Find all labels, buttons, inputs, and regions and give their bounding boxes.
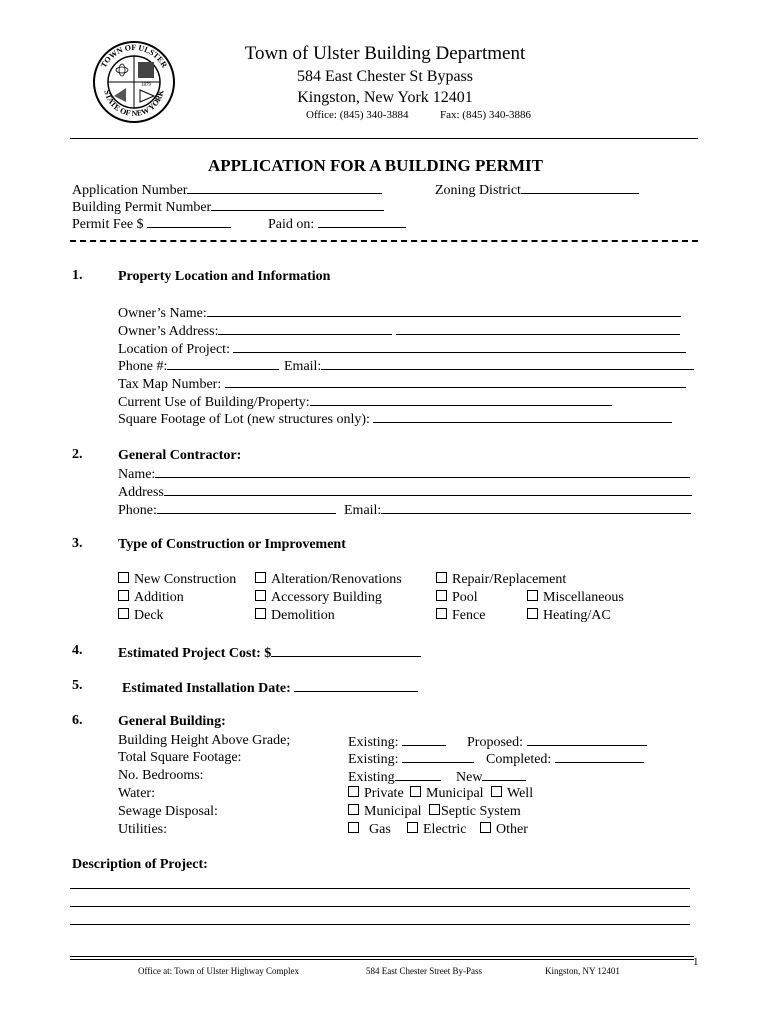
checkbox[interactable]: [255, 608, 266, 619]
project-cost-label: Estimated Project Cost: $: [118, 646, 272, 661]
contractor-address-label: Address: [118, 485, 164, 500]
checkbox[interactable]: [255, 572, 266, 583]
sewage-septic-option[interactable]: [429, 803, 521, 820]
owner-address-field-2[interactable]: [396, 321, 680, 335]
option-label: Electric: [423, 822, 467, 837]
option-label: Septic System: [441, 804, 521, 819]
option-misc[interactable]: [527, 589, 624, 606]
location-label: Location of Project:: [118, 342, 230, 357]
sewage-municipal-option[interactable]: [348, 803, 422, 820]
building-permit-number-field[interactable]: [211, 197, 384, 211]
description-line-1[interactable]: [70, 888, 690, 889]
checkbox[interactable]: [429, 804, 440, 815]
section-3-number: 3.: [72, 536, 83, 551]
section-1-title: Property Location and Information: [118, 269, 331, 284]
checkbox[interactable]: [348, 822, 359, 833]
zoning-district-label: Zoning District: [435, 183, 521, 198]
option-label: Alteration/Renovations: [271, 572, 402, 587]
option-addition[interactable]: [118, 589, 184, 606]
owner-address-field-1[interactable]: [218, 321, 392, 335]
checkbox[interactable]: [436, 608, 447, 619]
contractor-email-field[interactable]: [381, 500, 691, 514]
option-new-construction[interactable]: [118, 571, 236, 588]
owner-name-field[interactable]: [207, 303, 681, 317]
office-phone: Office: (845) 340-3884: [306, 109, 409, 121]
bedrooms-existing-field[interactable]: [395, 767, 441, 781]
checkbox[interactable]: [255, 590, 266, 601]
email-field[interactable]: [321, 356, 694, 370]
footer-city: Kingston, NY 12401: [545, 966, 620, 976]
checkbox[interactable]: [436, 590, 447, 601]
paid-on-field[interactable]: [318, 214, 406, 228]
option-label: New Construction: [134, 572, 237, 587]
contractor-address-field[interactable]: [164, 482, 692, 496]
project-cost-field[interactable]: [271, 643, 421, 657]
section-2-number: 2.: [72, 447, 83, 462]
seal-top-text: TOWN OF ULSTER: [98, 42, 170, 70]
zoning-district-field[interactable]: [521, 180, 639, 194]
checkbox[interactable]: [480, 822, 491, 833]
checkbox[interactable]: [118, 608, 129, 619]
phone-field[interactable]: [167, 356, 279, 370]
checkbox[interactable]: [527, 608, 538, 619]
section-4-number: 4.: [72, 643, 83, 658]
department-address-2: Kingston, New York 12401: [297, 89, 473, 106]
checkbox[interactable]: [118, 590, 129, 601]
footer-office: Office at: Town of Ulster Highway Complex: [138, 966, 300, 976]
description-line-2[interactable]: [70, 906, 690, 907]
permit-fee-label: Permit Fee $: [72, 217, 144, 232]
option-fence[interactable]: [436, 607, 485, 624]
location-field[interactable]: [233, 339, 686, 353]
seal-year: 1879: [141, 83, 151, 88]
description-label: Description of Project:: [72, 857, 208, 872]
option-label: Private: [364, 786, 404, 801]
checkbox[interactable]: [491, 786, 502, 797]
sqft-existing-label: Existing:: [348, 752, 399, 767]
height-proposed-label: Proposed:: [467, 735, 523, 750]
application-number-label: Application Number: [72, 183, 188, 198]
footer-rule-2: [70, 959, 694, 960]
option-alteration[interactable]: [255, 571, 402, 588]
department-address-1: 584 East Chester St Bypass: [297, 68, 473, 85]
contractor-name-label: Name:: [118, 467, 156, 482]
option-label: Addition: [134, 590, 184, 605]
option-label: Miscellaneous: [543, 590, 624, 605]
installation-date-field[interactable]: [294, 678, 418, 692]
checkbox[interactable]: [348, 786, 359, 797]
section-1-number: 1.: [72, 268, 83, 283]
dashed-divider: [70, 240, 698, 242]
water-well-option[interactable]: [491, 785, 533, 802]
footer-street: 584 East Chester Street By-Pass: [366, 966, 482, 976]
option-pool[interactable]: [436, 589, 478, 606]
section-3-title: Type of Construction or Improvement: [118, 537, 346, 552]
application-number-field[interactable]: [187, 180, 382, 194]
section-6-title: General Building:: [118, 714, 226, 729]
height-label: Building Height Above Grade;: [118, 733, 291, 748]
water-label: Water:: [118, 786, 155, 801]
sqft-completed-label: Completed:: [486, 752, 552, 767]
owner-address-label: Owner’s Address:: [118, 324, 219, 339]
height-proposed-field[interactable]: [527, 732, 647, 746]
building-permit-number-label: Building Permit Number: [72, 200, 212, 215]
paid-on-label: Paid on:: [268, 217, 315, 232]
water-municipal-option[interactable]: [410, 785, 484, 802]
email-label: Email:: [284, 359, 322, 374]
option-heating[interactable]: [527, 607, 611, 624]
town-seal-logo: [92, 40, 176, 124]
footer-rule-1: [70, 956, 694, 957]
checkbox[interactable]: [436, 572, 447, 583]
permit-fee-field[interactable]: [147, 214, 231, 228]
bedrooms-new-label: New: [456, 770, 483, 785]
height-existing-field[interactable]: [402, 732, 446, 746]
checkbox[interactable]: [407, 822, 418, 833]
option-label: Other: [496, 822, 528, 837]
bedrooms-label: No. Bedrooms:: [118, 768, 204, 783]
seal-bottom-text: STATE OF NEW YORK: [102, 88, 166, 119]
option-label: Gas: [369, 822, 391, 837]
utilities-other-option[interactable]: [480, 821, 528, 838]
height-existing-label: Existing:: [348, 735, 399, 750]
sqft-existing-field[interactable]: [402, 749, 474, 763]
checkbox[interactable]: [118, 572, 129, 583]
option-label: Heating/AC: [543, 608, 611, 623]
department-title: Town of Ulster Building Department: [244, 43, 526, 64]
page-number: 1: [693, 956, 699, 968]
square-footage-field[interactable]: [373, 409, 672, 423]
sewage-label: Sewage Disposal:: [118, 804, 218, 819]
current-use-field[interactable]: [310, 392, 612, 406]
utilities-label: Utilities:: [118, 822, 167, 837]
option-label: Municipal: [426, 786, 484, 801]
option-label: Fence: [452, 608, 486, 623]
option-repair[interactable]: [436, 571, 566, 588]
option-deck[interactable]: [118, 607, 164, 624]
header-rule: [70, 138, 698, 139]
option-label: Repair/Replacement: [452, 572, 567, 587]
tax-map-label: Tax Map Number:: [118, 377, 222, 392]
square-footage-label: Square Footage of Lot (new structures only):: [118, 412, 370, 427]
option-label: Deck: [134, 608, 164, 623]
checkbox[interactable]: [348, 804, 359, 815]
contractor-phone-label: Phone:: [118, 503, 157, 518]
fax-number: Fax: (845) 340-3886: [440, 109, 532, 121]
contractor-name-field[interactable]: [155, 464, 690, 478]
sqft-completed-field[interactable]: [555, 749, 644, 763]
option-label: Municipal: [364, 804, 422, 819]
option-accessory[interactable]: [255, 589, 382, 606]
option-label: Demolition: [271, 608, 335, 623]
option-label: Well: [507, 786, 534, 801]
option-label: Accessory Building: [271, 590, 382, 605]
description-line-3[interactable]: [70, 924, 690, 925]
water-private-option[interactable]: [348, 785, 404, 802]
current-use-label: Current Use of Building/Property:: [118, 395, 310, 410]
utilities-gas-option[interactable]: [348, 821, 391, 838]
checkbox[interactable]: [527, 590, 538, 601]
utilities-electric-option[interactable]: [407, 821, 467, 838]
bedrooms-existing-label: Existing: [348, 770, 395, 785]
section-6-number: 6.: [72, 713, 83, 728]
contractor-email-label: Email:: [344, 503, 382, 518]
owner-name-label: Owner’s Name:: [118, 306, 207, 321]
option-demolition[interactable]: [255, 607, 335, 624]
form-title: APPLICATION FOR A BUILDING PERMIT: [208, 156, 543, 175]
phone-label: Phone #:: [118, 359, 168, 374]
checkbox[interactable]: [410, 786, 421, 797]
contractor-phone-field[interactable]: [157, 500, 336, 514]
section-2-title: General Contractor:: [118, 448, 242, 463]
bedrooms-new-field[interactable]: [482, 767, 526, 781]
tax-map-field[interactable]: [225, 374, 686, 388]
sqft-label: Total Square Footage:: [118, 750, 242, 765]
installation-date-label: Estimated Installation Date:: [122, 681, 291, 696]
option-label: Pool: [452, 590, 478, 605]
section-5-number: 5.: [72, 678, 83, 693]
